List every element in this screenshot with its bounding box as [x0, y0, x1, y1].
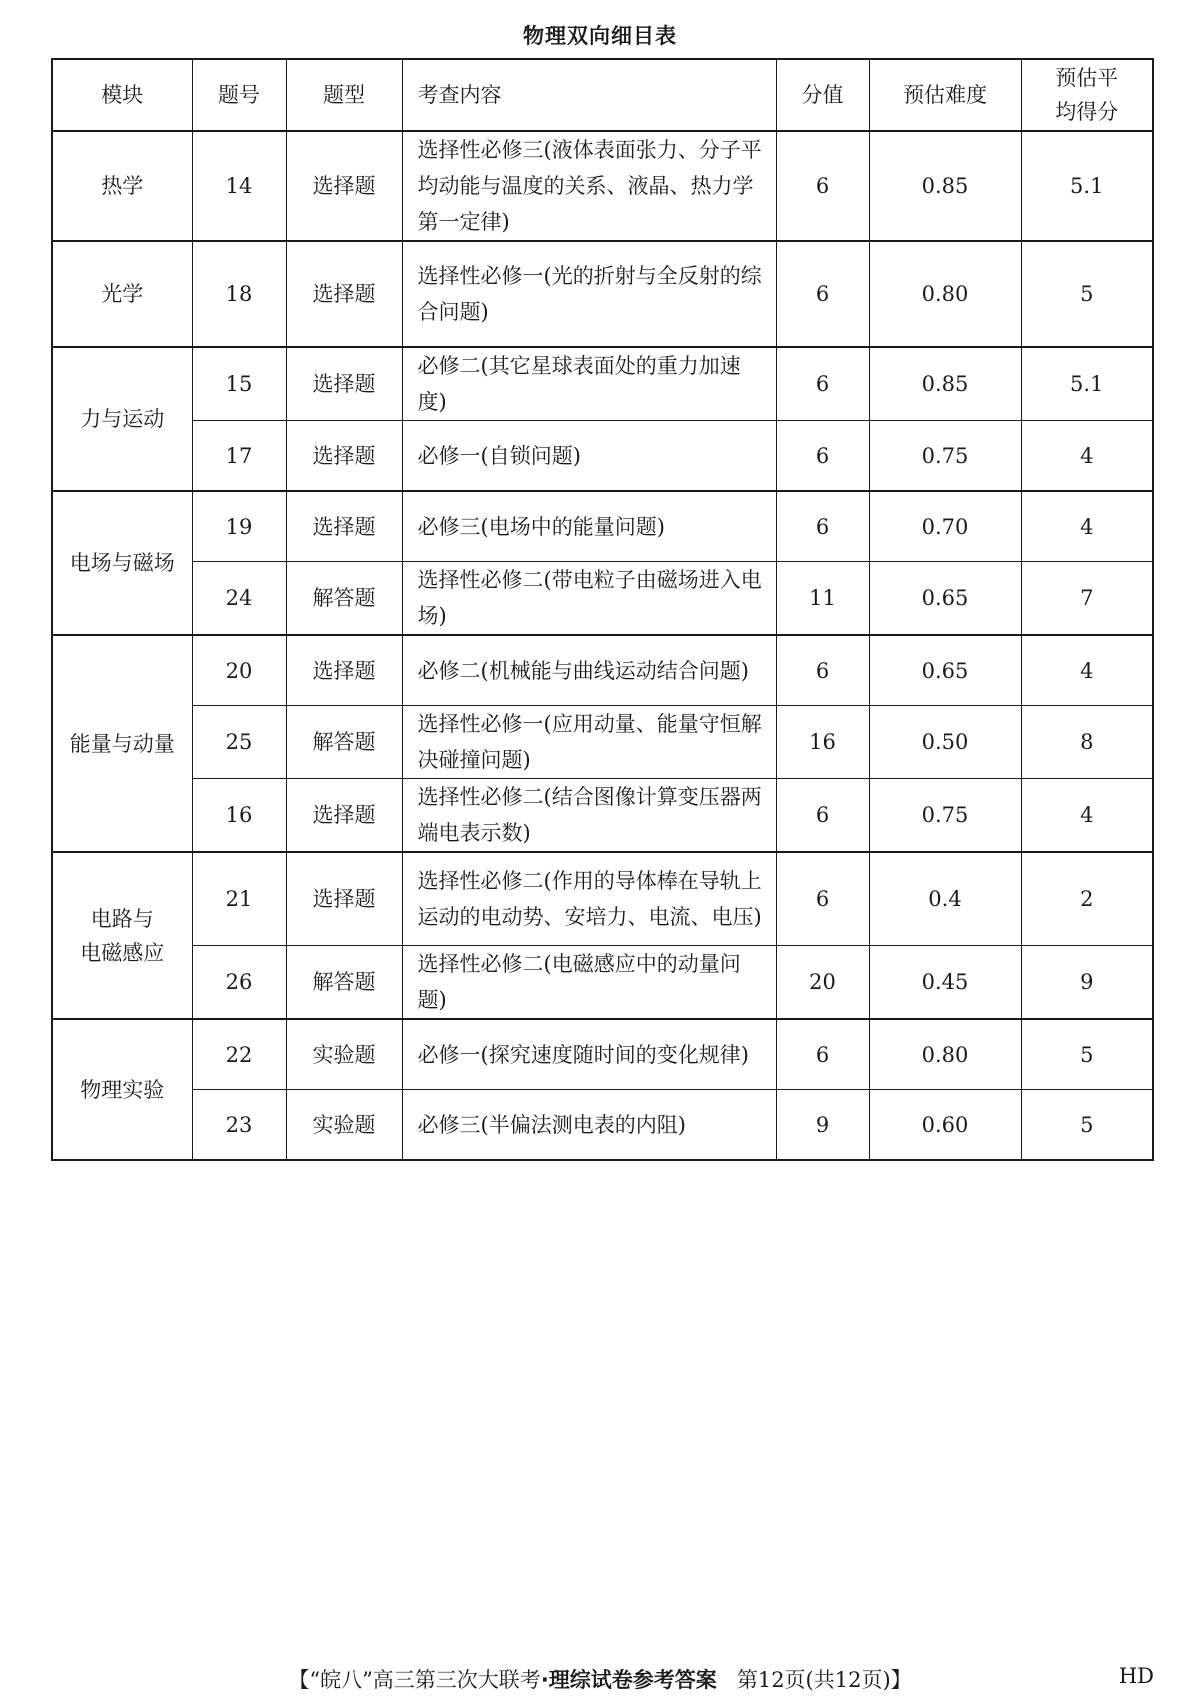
score-cell: 6 — [776, 131, 869, 241]
difficulty-cell: 0.70 — [869, 491, 1021, 562]
table-row — [52, 1019, 1153, 1090]
difficulty-cell: 0.80 — [869, 1019, 1021, 1090]
footer-page-number: 第12页(共12页) — [736, 1668, 891, 1692]
number-cell: 15 — [192, 347, 286, 421]
table-row — [52, 131, 1153, 241]
difficulty-cell: 0.80 — [869, 241, 1021, 347]
difficulty-cell: 0.75 — [869, 779, 1021, 853]
average-cell: 5 — [1021, 1019, 1153, 1090]
content-cell: 必修一(自锁问题) — [402, 421, 776, 492]
type-cell: 解答题 — [286, 946, 402, 1020]
footer-code: HD — [1118, 1664, 1154, 1688]
number-cell: 16 — [192, 779, 286, 853]
number-cell: 21 — [192, 852, 286, 946]
content-cell: 必修二(其它星球表面处的重力加速度) — [402, 347, 776, 421]
table-row — [52, 491, 1153, 562]
content-cell: 必修二(机械能与曲线运动结合问题) — [402, 635, 776, 706]
average-cell: 4 — [1021, 635, 1153, 706]
content-cell: 选择性必修二(带电粒子由磁场进入电场) — [402, 562, 776, 636]
number-cell: 24 — [192, 562, 286, 636]
difficulty-cell: 0.75 — [869, 421, 1021, 492]
type-cell: 解答题 — [286, 706, 402, 779]
content-cell: 必修三(电场中的能量问题) — [402, 491, 776, 562]
score-cell: 6 — [776, 779, 869, 853]
average-cell: 9 — [1021, 946, 1153, 1020]
average-cell: 4 — [1021, 779, 1153, 853]
module-cell-line1: 电路与 — [90, 906, 154, 931]
difficulty-cell: 0.60 — [869, 1090, 1021, 1161]
header-average — [1021, 59, 1153, 131]
content-cell: 选择性必修二(作用的导体棒在导轨上运动的电动势、安培力、电流、电压) — [402, 852, 776, 946]
table-row — [52, 347, 1153, 421]
footer-dot: · — [540, 1668, 549, 1692]
difficulty-cell: 0.85 — [869, 131, 1021, 241]
number-cell: 18 — [192, 241, 286, 347]
score-cell: 20 — [776, 946, 869, 1020]
score-cell: 6 — [776, 347, 869, 421]
content-cell: 选择性必修二(结合图像计算变压器两端电表示数) — [402, 779, 776, 853]
header-average-line2: 均得分 — [1055, 100, 1119, 124]
type-cell: 选择题 — [286, 421, 402, 492]
table-row — [52, 779, 1153, 853]
difficulty-cell: 0.85 — [869, 347, 1021, 421]
score-cell: 9 — [776, 1090, 869, 1161]
header-number: 题号 — [192, 59, 286, 131]
type-cell: 选择题 — [286, 779, 402, 853]
difficulty-cell: 0.65 — [869, 635, 1021, 706]
table-row — [52, 635, 1153, 706]
content-cell: 必修一(探究速度随时间的变化规律) — [402, 1019, 776, 1090]
page-footer — [0, 1664, 1200, 1694]
number-cell: 25 — [192, 706, 286, 779]
content-cell: 选择性必修二(电磁感应中的动量问题) — [402, 946, 776, 1020]
content-cell: 必修三(半偏法测电表的内阻) — [402, 1090, 776, 1161]
average-cell: 4 — [1021, 421, 1153, 492]
module-cell — [52, 852, 192, 1019]
score-cell: 6 — [776, 1019, 869, 1090]
header-type: 题型 — [286, 59, 402, 131]
content-cell: 选择性必修一(应用动量、能量守恒解决碰撞问题) — [402, 706, 776, 779]
score-cell: 11 — [776, 562, 869, 636]
table-row — [52, 706, 1153, 779]
type-cell: 选择题 — [286, 347, 402, 421]
type-cell: 实验题 — [286, 1090, 402, 1161]
content-cell: 选择性必修一(光的折射与全反射的综合问题) — [402, 241, 776, 347]
module-cell: 力与运动 — [52, 347, 192, 491]
difficulty-cell: 0.4 — [869, 852, 1021, 946]
table-row — [52, 852, 1153, 946]
footer-open-bracket: 【 — [288, 1668, 310, 1692]
table-row — [52, 946, 1153, 1020]
score-cell: 6 — [776, 421, 869, 492]
average-cell: 2 — [1021, 852, 1153, 946]
type-cell: 解答题 — [286, 562, 402, 636]
header-content: 考查内容 — [402, 59, 776, 131]
score-cell: 16 — [776, 706, 869, 779]
table-row — [52, 562, 1153, 636]
number-cell: 20 — [192, 635, 286, 706]
content-cell: 选择性必修三(液体表面张力、分子平均动能与温度的关系、液晶、热力学第一定律) — [402, 131, 776, 241]
type-cell: 选择题 — [286, 491, 402, 562]
header-module: 模块 — [52, 59, 192, 131]
type-cell: 选择题 — [286, 635, 402, 706]
number-cell: 17 — [192, 421, 286, 492]
table-row — [52, 241, 1153, 347]
average-cell: 5 — [1021, 1090, 1153, 1161]
average-cell: 5 — [1021, 241, 1153, 347]
score-cell: 6 — [776, 491, 869, 562]
number-cell: 19 — [192, 491, 286, 562]
header-difficulty: 预估难度 — [869, 59, 1021, 131]
number-cell: 14 — [192, 131, 286, 241]
footer-exam-name: “皖八”高三第三次大联考 — [309, 1668, 541, 1692]
average-cell: 4 — [1021, 491, 1153, 562]
module-cell: 电场与磁场 — [52, 491, 192, 635]
page-title: 物理双向细目表 — [523, 24, 677, 48]
average-cell: 5.1 — [1021, 131, 1153, 241]
score-cell: 6 — [776, 241, 869, 347]
table-row — [52, 1090, 1153, 1161]
header-average-line1: 预估平 — [1055, 66, 1119, 90]
average-cell: 8 — [1021, 706, 1153, 779]
header-score: 分值 — [776, 59, 869, 131]
number-cell: 26 — [192, 946, 286, 1020]
difficulty-cell: 0.45 — [869, 946, 1021, 1020]
module-cell: 光学 — [52, 241, 192, 347]
number-cell: 22 — [192, 1019, 286, 1090]
score-cell: 6 — [776, 852, 869, 946]
table-row — [52, 421, 1153, 492]
specification-table — [51, 58, 1154, 1161]
module-cell-line2: 电磁感应 — [80, 940, 165, 965]
average-cell: 7 — [1021, 562, 1153, 636]
score-cell: 6 — [776, 635, 869, 706]
average-cell: 5.1 — [1021, 347, 1153, 421]
difficulty-cell: 0.50 — [869, 706, 1021, 779]
type-cell: 选择题 — [286, 241, 402, 347]
module-cell: 热学 — [52, 131, 192, 241]
type-cell: 选择题 — [286, 852, 402, 946]
number-cell: 23 — [192, 1090, 286, 1161]
header-row — [52, 59, 1153, 131]
module-cell: 能量与动量 — [52, 635, 192, 852]
footer-close-bracket: 】 — [890, 1668, 912, 1692]
module-cell: 物理实验 — [52, 1019, 192, 1160]
type-cell: 选择题 — [286, 131, 402, 241]
difficulty-cell: 0.65 — [869, 562, 1021, 636]
footer-doc-title: 理综试卷参考答案 — [548, 1668, 717, 1692]
type-cell: 实验题 — [286, 1019, 402, 1090]
